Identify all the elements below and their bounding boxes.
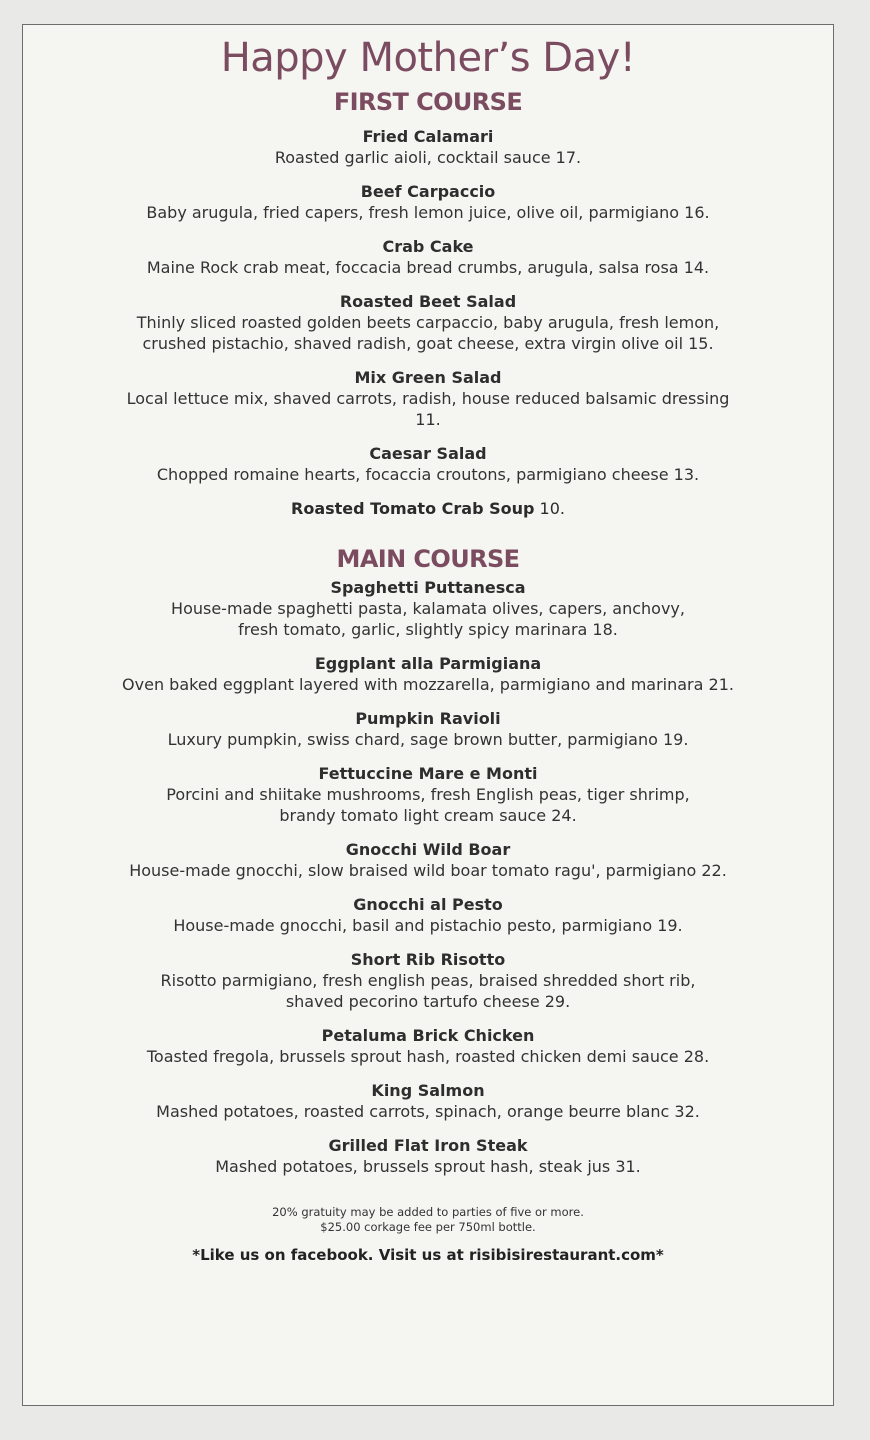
menu-item-description: fresh tomato, garlic, slightly spicy marinara 18.	[238, 620, 618, 639]
menu-item-name: Gnocchi al Pesto	[353, 895, 503, 914]
menu-item	[23, 578, 833, 640]
menu-item-description: Mashed potatoes, roasted carrots, spinach, orange beurre blanc 32.	[156, 1102, 700, 1121]
menu-item-description: Risotto parmigiano, fresh english peas, braised shredded short rib,	[160, 971, 696, 990]
menu-item-name: Pumpkin Ravioli	[355, 709, 501, 728]
menu-item	[23, 764, 833, 826]
menu-item	[23, 444, 833, 485]
menu-item-description: Roasted garlic aioli, cocktail sauce 17.	[274, 148, 582, 167]
menu-item-description: Baby arugula, fried capers, fresh lemon juice, olive oil, parmigiano 16.	[146, 203, 710, 222]
menu-item-description: 11.	[415, 410, 441, 429]
menu-item-name: Fettuccine Mare e Monti	[318, 764, 538, 783]
first-course-heading: FIRST COURSE	[333, 88, 523, 116]
menu-item-name: Crab Cake	[382, 237, 474, 256]
menu-item-name: Spaghetti Puttanesca	[330, 578, 526, 597]
menu-item	[23, 292, 833, 354]
menu-item-name: King Salmon	[371, 1081, 485, 1100]
menu-item	[23, 237, 833, 278]
menu-item	[23, 1081, 833, 1122]
menu-item-description: Mashed potatoes, brussels sprout hash, steak jus 31.	[215, 1157, 641, 1176]
footer-promo: *Like us on facebook. Visit us at risibisirestaurant.com*	[192, 1246, 664, 1264]
gratuity-note: 20% gratuity may be added to parties of five or more.	[272, 1205, 584, 1219]
menu-item-name: Beef Carpaccio	[360, 182, 496, 201]
menu-item	[23, 368, 833, 430]
menu-item	[23, 950, 833, 1012]
menu-item-name: Mix Green Salad	[354, 368, 502, 387]
menu-item-name: Short Rib Risotto	[350, 950, 506, 969]
menu-page	[22, 24, 834, 1406]
menu-item-description: brandy tomato light cream sauce 24.	[279, 806, 577, 825]
menu-item-description: shaved pecorino tartufo cheese 29.	[285, 992, 571, 1011]
menu-item-description: House-made spaghetti pasta, kalamata olives, capers, anchovy,	[171, 599, 685, 618]
menu-item-name: Caesar Salad	[369, 444, 487, 463]
menu-item	[23, 1026, 833, 1067]
menu-item-description: crushed pistachio, shaved radish, goat cheese, extra virgin olive oil 15.	[142, 334, 714, 353]
menu-item-name: Eggplant alla Parmigiana	[314, 654, 542, 673]
menu-item-description: Toasted fregola, brussels sprout hash, roasted chicken demi sauce 28.	[146, 1047, 710, 1066]
menu-item-name: Roasted Beet Salad	[339, 292, 517, 311]
menu-item-description: Porcini and shiitake mushrooms, fresh English peas, tiger shrimp,	[166, 785, 690, 804]
corkage-note: $25.00 corkage fee per 750ml bottle.	[320, 1220, 536, 1234]
first-course-list	[23, 127, 833, 485]
soup-name: Roasted Tomato Crab Soup	[291, 499, 535, 518]
notes	[23, 1205, 833, 1235]
menu-item	[23, 127, 833, 168]
menu-item	[23, 1136, 833, 1177]
main-course-list	[23, 578, 833, 1177]
menu-item	[23, 840, 833, 881]
menu-item-description: Local lettuce mix, shaved carrots, radish, house reduced balsamic dressing	[126, 389, 730, 408]
soup-item	[23, 499, 833, 519]
main-course-heading: MAIN COURSE	[336, 545, 520, 573]
menu-item-name: Fried Calamari	[362, 127, 494, 146]
menu-item-name: Petaluma Brick Chicken	[321, 1026, 535, 1045]
soup-price: 10.	[534, 499, 565, 518]
menu-item-description: Oven baked eggplant layered with mozzarella, parmigiano and marinara 21.	[122, 675, 734, 694]
menu-item	[23, 654, 833, 695]
menu-item-description: Maine Rock crab meat, foccacia bread crumbs, arugula, salsa rosa 14.	[146, 258, 710, 277]
menu-item	[23, 895, 833, 936]
menu-item-name: Grilled Flat Iron Steak	[328, 1136, 528, 1155]
menu-item	[23, 709, 833, 750]
menu-item-name: Gnocchi Wild Boar	[345, 840, 511, 859]
menu-item-description: Luxury pumpkin, swiss chard, sage brown butter, parmigiano 19.	[167, 730, 689, 749]
menu-item-description: House-made gnocchi, slow braised wild boar tomato ragu', parmigiano 22.	[129, 861, 727, 880]
menu-item-description: House-made gnocchi, basil and pistachio pesto, parmigiano 19.	[173, 916, 683, 935]
page-title: Happy Mother’s Day!	[220, 35, 636, 81]
menu-item	[23, 182, 833, 223]
menu-item-description: Chopped romaine hearts, focaccia croutons, parmigiano cheese 13.	[156, 465, 700, 484]
menu-item-description: Thinly sliced roasted golden beets carpaccio, baby arugula, fresh lemon,	[136, 313, 720, 332]
